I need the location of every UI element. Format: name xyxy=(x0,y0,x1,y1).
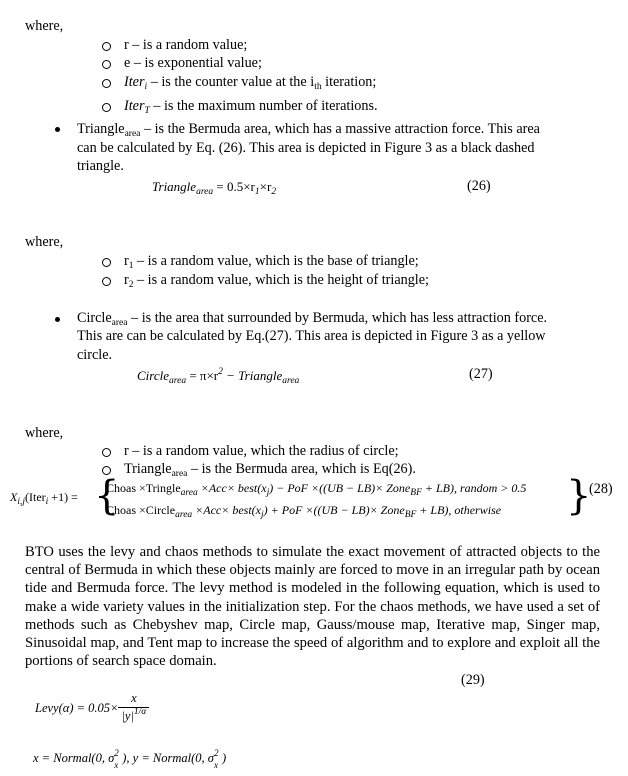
circle-bullet-icon xyxy=(102,60,111,69)
equation-number: (29) xyxy=(461,672,485,688)
equation-number: (26) xyxy=(467,178,491,194)
where-label: where, xyxy=(25,234,64,250)
equation-28-lhs: $X_{i,j}(Iter_i +1)$ = xyxy=(10,490,78,507)
equation-26: Triangle$_{area}$ = $0.5\times r_1\times r_2$ xyxy=(152,179,277,197)
left-brace-icon: { xyxy=(94,473,120,519)
circle-bullet-icon xyxy=(102,42,111,51)
bto-paragraph: BTO uses the levy and chaos methods to simulate the exact movement of attracted objects to the central of Bermuda in which these objects mainly are forced to move in an irregular path by ocean tide and Bermuda force. The levy method is modeled in the following equation, which is used to make a wide variety values in the initialization step. For the chaos methods, we have used a set of methods such as Chebyshev map, Circle map, Gauss/mouse map, Iterative map, Singer map, Sinusoidal map, and Tent map to increase the speed of algorithm and to explore and exploit all the portions of search space domain. xyxy=(25,544,600,670)
equation-number: (27) xyxy=(469,366,493,382)
circle-bullet-icon xyxy=(102,258,111,267)
where-label: where, xyxy=(25,18,64,34)
levy-fraction: $\frac{x}{|y|^{1/\alpha}}$ xyxy=(118,690,149,727)
circle-bullet-icon xyxy=(102,277,111,286)
equation-28-case1: Choas ×Tringle$_{area}$ $\times Acc\times best(x_j)$ − PoF ×((UB − LB)× Zone$_{BF}$ + LB), random > 0.5 xyxy=(106,481,527,498)
disc-bullet-icon xyxy=(55,317,60,322)
where-label: where, xyxy=(25,425,64,441)
triangle-bullet-line2: can be calculated by Eq. (26). This area is depicted in Figure 3 as a black dashed xyxy=(77,140,535,156)
equation-normal-distributions: x = Normal(0, σ 2 x ), y = Normal(0, σ 2 x ) xyxy=(33,748,227,770)
equation-29: Levy(α) = 0.05× $\frac{x}{|y|^{1/\alpha}}$ xyxy=(35,690,149,727)
circle-bullet-icon xyxy=(102,79,111,88)
circle-bullet-line2: This are can be calculated by Eq.(27). This area is depicted in Figure 3 as a yellow xyxy=(77,328,546,344)
equation-27: Circle$_{area}$ = $\pi\times r^2$ − Triangle$_{area}$ xyxy=(137,367,300,386)
circle-bullet-icon xyxy=(102,448,111,457)
triangle-bullet-line3: triangle. xyxy=(77,158,124,174)
circle-bullet-icon xyxy=(102,103,111,112)
right-brace-icon: } xyxy=(566,473,592,519)
equation-28-case2: Choas ×Circle$_{area}$ $\times Acc\times best(x_j)$ + PoF ×((UB − LB)× Zone$_{BF}$ + LB), otherwise xyxy=(106,503,502,520)
circle-bullet-line3: circle. xyxy=(77,347,113,363)
triangle-bullet-line1: Triangle$_{area}$ – is the Bermuda area, which has a massive attraction force. This area xyxy=(77,121,540,139)
disc-bullet-icon xyxy=(55,127,60,132)
circle-bullet-line1: Circle$_{area}$ – is the area that surrounded by Bermuda, which has less attraction force. xyxy=(77,310,548,328)
equation-number: (28) xyxy=(589,481,613,497)
